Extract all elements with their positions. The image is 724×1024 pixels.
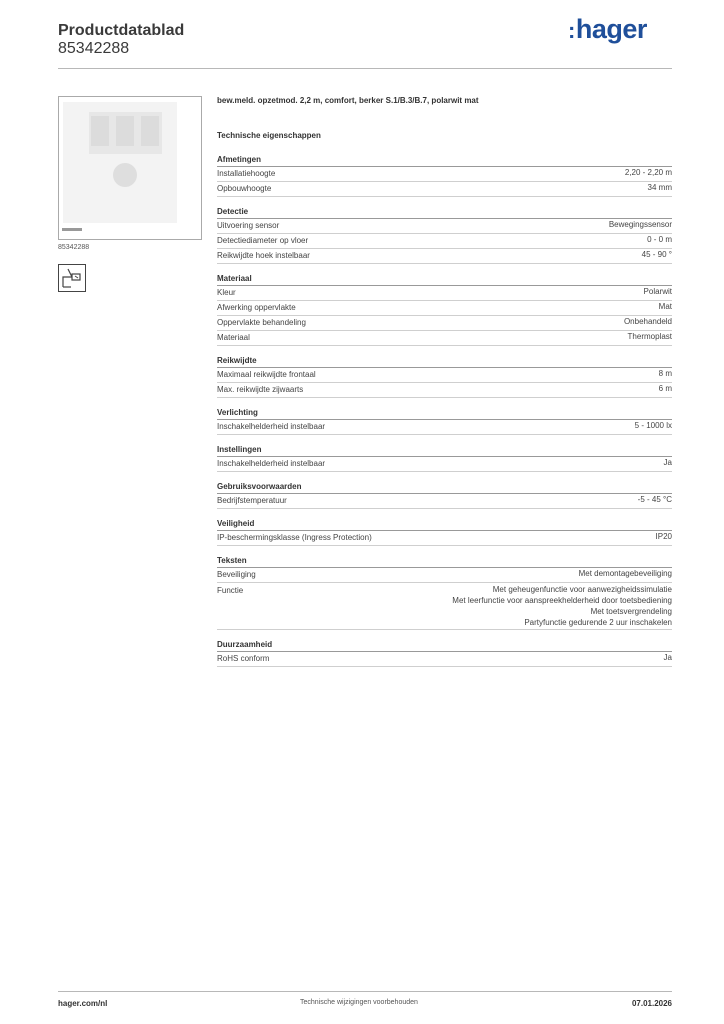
spec-row — [217, 167, 672, 182]
spec-value-line: Met leerfunctie voor aanspreekhelderheid door toetsbediening — [452, 596, 672, 605]
spec-label: Detectiediameter op vloer — [217, 236, 309, 245]
spec-row — [217, 583, 672, 630]
spec-row — [217, 286, 672, 301]
spec-value-line: 2,20 - 2,20 m — [624, 168, 672, 177]
spec-value-line: Met geheugenfunctie voor aanwezigheidssimulatie — [492, 585, 672, 594]
section-gap — [217, 472, 672, 480]
spec-value — [609, 219, 672, 230]
spec-value — [642, 249, 672, 260]
section-title: Instellingen — [217, 443, 672, 457]
product-code: 85342288 — [58, 40, 130, 57]
spec-label: Max. reikwijdte zijwaarts — [217, 385, 304, 394]
spec-value — [628, 331, 672, 342]
spec-value — [638, 494, 672, 505]
spec-label: IP-beschermingsklasse (Ingress Protection) — [217, 533, 372, 542]
specs-table — [217, 153, 672, 667]
section-gap — [217, 509, 672, 517]
section-title: Afmetingen — [217, 153, 672, 167]
section-title: Detectie — [217, 205, 672, 219]
spec-label: Inschakelhelderheid instelbaar — [217, 459, 326, 468]
spec-row — [217, 219, 672, 234]
spec-value-line: 34 mm — [647, 183, 672, 192]
spec-value-line: 45 - 90 ° — [641, 250, 672, 259]
hager-logo: :hager — [568, 14, 647, 44]
footer-website[interactable]: hager.com/nl — [58, 999, 108, 1008]
scale-bar — [62, 228, 82, 231]
spec-value-line: IP20 — [655, 532, 672, 541]
spec-row — [217, 249, 672, 264]
spec-value — [656, 531, 672, 542]
spec-row — [217, 420, 672, 435]
section-title: Teksten — [217, 554, 672, 568]
spec-label: Inschakelhelderheid instelbaar — [217, 422, 326, 431]
spec-label: Materiaal — [217, 333, 250, 342]
spec-value — [664, 457, 672, 468]
spec-value — [659, 383, 672, 394]
spec-value-line: Met toetsvergrendeling — [590, 607, 672, 616]
image-caption: 85342288 — [58, 244, 90, 251]
section-gap — [217, 346, 672, 354]
spec-row — [217, 182, 672, 197]
product-description: bew.meld. opzetmod. 2,2 m, comfort, berker S.1/B.3/B.7, polarwit mat — [217, 96, 479, 105]
spec-row — [217, 316, 672, 331]
logo-text: hager — [575, 14, 647, 44]
product-image — [58, 96, 202, 240]
spec-value-line: Onbehandeld — [623, 317, 672, 326]
spec-row — [217, 331, 672, 346]
header-divider — [58, 68, 672, 69]
spec-value-line: 6 m — [658, 384, 672, 393]
spec-label: Afwerking oppervlakte — [217, 303, 296, 312]
spec-row — [217, 457, 672, 472]
spec-value-line: 8 m — [658, 369, 672, 378]
spec-value — [635, 420, 672, 431]
section-gap — [217, 264, 672, 272]
spec-value-line: Thermoplast — [627, 332, 672, 341]
spec-value-line: Ja — [663, 653, 672, 662]
spec-label: RoHS conform — [217, 654, 270, 663]
spec-value-line: Mat — [658, 302, 672, 311]
lens-band — [89, 112, 162, 154]
spec-row — [217, 301, 672, 316]
lens-segment — [141, 116, 159, 146]
spec-row — [217, 652, 672, 667]
section-gap — [217, 197, 672, 205]
spec-value — [659, 368, 672, 379]
section-gap — [217, 435, 672, 443]
spec-row — [217, 234, 672, 249]
spec-value — [644, 286, 672, 297]
spec-value-line: 5 - 1000 lx — [634, 421, 672, 430]
section-gap — [217, 546, 672, 554]
spec-label: Installatiehoogte — [217, 169, 276, 178]
spec-row — [217, 494, 672, 509]
spec-label: Uitvoering sensor — [217, 221, 280, 230]
spec-label: Opbouwhoogte — [217, 184, 272, 193]
section-title: Verlichting — [217, 406, 672, 420]
motion-detector-device — [63, 102, 177, 223]
section-title: Veiligheid — [217, 517, 672, 531]
spec-label: Oppervlakte behandeling — [217, 318, 306, 327]
section-title: Materiaal — [217, 272, 672, 286]
technical-properties-title: Technische eigenschappen — [217, 131, 321, 140]
spec-label: Maximaal reikwijdte frontaal — [217, 370, 316, 379]
spec-value-line: -5 - 45 °C — [637, 495, 672, 504]
spec-value — [659, 301, 672, 312]
spec-value — [624, 316, 672, 327]
page-title: Productdatablad — [58, 22, 185, 39]
spec-label: Functie — [217, 586, 244, 595]
section-gap — [217, 630, 672, 638]
spec-row — [217, 383, 672, 398]
spec-value — [452, 584, 672, 628]
sensor-dot — [113, 163, 137, 187]
spec-value-line: 0 - 0 m — [647, 235, 672, 244]
lens-segment — [116, 116, 134, 146]
section-title: Duurzaamheid — [217, 638, 672, 652]
footer-disclaimer: Technische wijzigingen voorbehouden — [300, 999, 418, 1006]
spec-row — [217, 368, 672, 383]
spec-value — [664, 652, 672, 663]
spec-value — [647, 234, 672, 245]
section-title: Reikwijdte — [217, 354, 672, 368]
section-gap — [217, 398, 672, 406]
spec-value-line: Bewegingssensor — [608, 220, 672, 229]
spec-value-line: Ja — [663, 458, 672, 467]
spec-label: Beveiliging — [217, 570, 256, 579]
spec-row — [217, 568, 672, 583]
spec-label: Reikwijdte hoek instelbaar — [217, 251, 310, 260]
footer-date: 07.01.2026 — [631, 999, 672, 1008]
spec-row — [217, 531, 672, 546]
spec-value — [625, 167, 672, 178]
spec-label: Kleur — [217, 288, 236, 297]
spec-value-line: Met demontagebeveiliging — [578, 569, 672, 578]
spec-value — [579, 568, 672, 579]
spec-label: Bedrijfstemperatuur — [217, 496, 287, 505]
spec-value — [648, 182, 672, 193]
lens-segment — [91, 116, 109, 146]
spec-value-line: Polarwit — [643, 287, 672, 296]
detector-symbol-icon — [58, 264, 86, 292]
footer-divider — [58, 991, 672, 992]
section-title: Gebruiksvoorwaarden — [217, 480, 672, 494]
spec-value-line: Partyfunctie gedurende 2 uur inschakelen — [524, 618, 672, 627]
